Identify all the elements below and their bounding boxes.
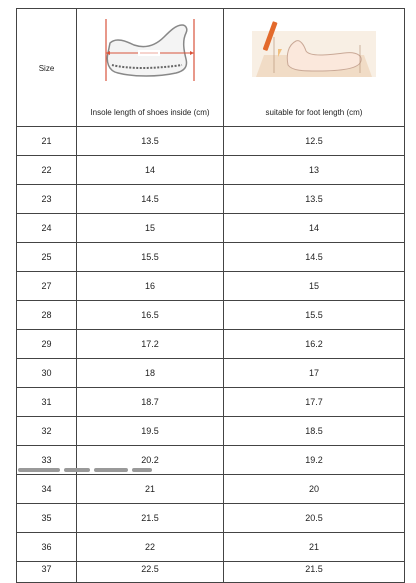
foot-header-cell [224,9,405,127]
insole-cell: 19.5 [77,417,224,446]
table-row [17,533,405,562]
table-row [17,417,405,446]
size-chart [16,8,404,583]
foot-cell: 12.5 [224,127,405,156]
size-cell: 28 [17,301,77,330]
table-row [17,127,405,156]
size-cell: 36 [17,533,77,562]
insole-cell: 17.2 [77,330,224,359]
table-row [17,156,405,185]
foot-header: suitable for foot length (cm) [265,108,363,117]
size-cell: 27 [17,272,77,301]
foot-cell: 15 [224,272,405,301]
foot-cell: 15.5 [224,301,405,330]
size-cell: 23 [17,185,77,214]
insole-cell: 16 [77,272,224,301]
insole-cell: 13.5 [77,127,224,156]
insole-cell: 22.5 [77,562,224,583]
table-row [17,272,405,301]
insole-cell: 21.5 [77,504,224,533]
insole-cell: 21 [77,475,224,504]
size-header-cell [17,9,77,127]
foot-measure-icon [248,15,380,85]
insole-cell: 14.5 [77,185,224,214]
table-row [17,475,405,504]
size-cell: 21 [17,127,77,156]
size-cell: 35 [17,504,77,533]
insole-cell: 22 [77,533,224,562]
size-cell: 37 [17,562,77,583]
insole-cell: 15.5 [77,243,224,272]
table-row [17,388,405,417]
size-cell: 30 [17,359,77,388]
foot-cell: 13.5 [224,185,405,214]
size-cell: 34 [17,475,77,504]
foot-cell: 14 [224,214,405,243]
insole-cell: 18 [77,359,224,388]
insole-header-cell [77,9,224,127]
insole-header: Insole length of shoes inside (cm) [90,108,210,117]
size-cell: 25 [17,243,77,272]
insole-cell: 14 [77,156,224,185]
foot-cell: 16.2 [224,330,405,359]
insole-cell: 16.5 [77,301,224,330]
size-cell: 32 [17,417,77,446]
foot-cell: 17.7 [224,388,405,417]
size-header: Size [38,63,55,73]
table-row [17,243,405,272]
table-row [17,185,405,214]
size-cell: 22 [17,156,77,185]
foot-cell: 17 [224,359,405,388]
size-cell: 31 [17,388,77,417]
foot-cell: 19.2 [224,446,405,475]
foot-cell: 18.5 [224,417,405,446]
table-row [17,359,405,388]
size-cell: 29 [17,330,77,359]
table-row [17,504,405,533]
foot-cell: 21.5 [224,562,405,583]
table-row [17,214,405,243]
insole-cell: 15 [77,214,224,243]
insole-cell: 20.2 [77,446,224,475]
shoe-insole-measure-icon [98,15,202,87]
header-row [17,9,405,127]
foot-cell: 13 [224,156,405,185]
table-row [17,301,405,330]
foot-cell: 14.5 [224,243,405,272]
insole-cell: 18.7 [77,388,224,417]
footer-text-fragment [18,466,178,475]
foot-cell: 20.5 [224,504,405,533]
foot-cell: 21 [224,533,405,562]
size-table [16,8,405,583]
size-cell: 24 [17,214,77,243]
table-row [17,562,405,583]
size-cell: 33 [17,446,77,475]
foot-cell: 20 [224,475,405,504]
table-row [17,330,405,359]
